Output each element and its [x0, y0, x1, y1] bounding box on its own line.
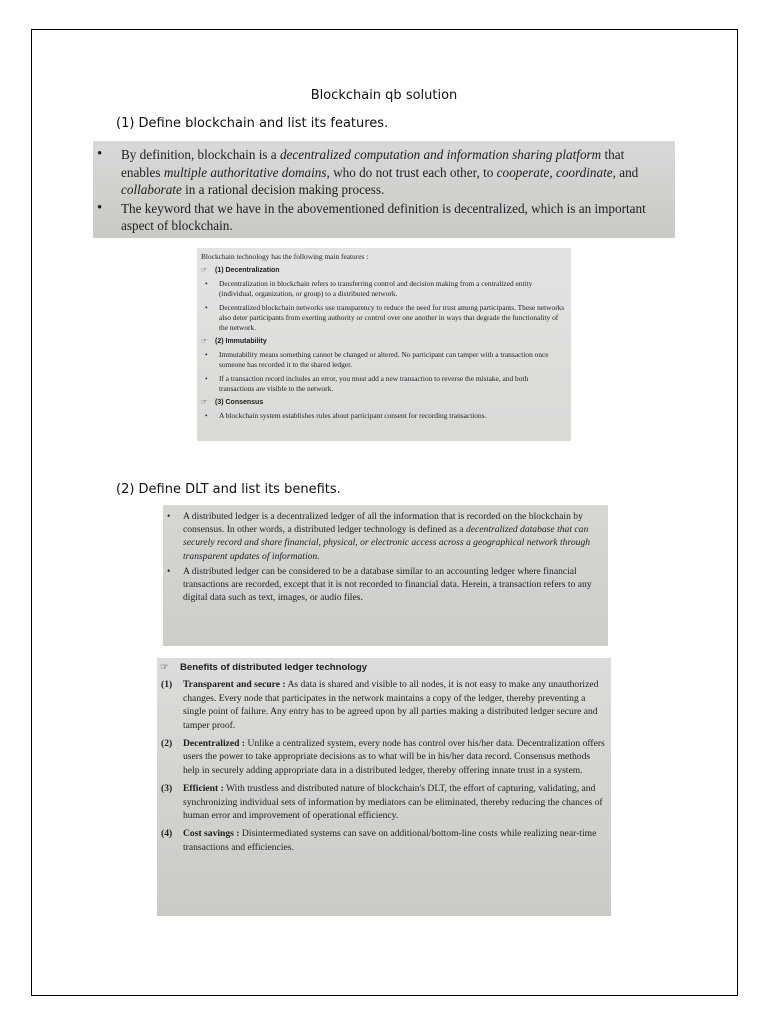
- hand-pointing-icon: ☞: [201, 338, 208, 345]
- hand-pointing-icon: ☞: [201, 399, 208, 406]
- benefit-item: (3) Efficient : With trustless and distributed nature of blockchain's DLT, the effort of capturing, validating, and synchronizing individual sets of information by mediators can be eliminated, thereby reducing the chances of human error and improvement of operational efficiency.: [161, 783, 603, 822]
- feature-heading-immutability: ☞ (2) Immutability: [201, 338, 267, 345]
- feature-heading-consensus: ☞ (3) Consensus: [201, 399, 264, 406]
- feature-heading-decentralization: ☞ (1) Decentralization: [201, 267, 280, 274]
- document-title: Blockchain qb solution: [310, 88, 458, 103]
- photo-dlt-benefits: [157, 658, 611, 916]
- list-item: • Immutability means something cannot be changed or altered. No participant can tamper with a transaction once someone has recorded it to the shared ledger.: [201, 350, 565, 370]
- photo-blockchain-features: [197, 248, 571, 441]
- benefit-item: (2) Decentralized : Unlike a centralized system, every node has control over his/her data. Decentralization offers users the power to take appropriate decisions as to what will be in his/her data record. Consensus methods help in securely adding appropriate data in a distributed ledger, thereby offering innate trust in a system.: [161, 738, 605, 776]
- features-lead: Blockchain technology has the following main features :: [201, 252, 369, 261]
- list-item: • A blockchain system establishes rules about participant consent for recording transactions.: [201, 411, 565, 421]
- question-2: (2) Define DLT and list its benefits.: [116, 482, 341, 497]
- hand-pointing-icon: ☞: [160, 662, 169, 673]
- list-item: • Decentralized blockchain networks use transparency to reduce the need for trust among participants. These networks also deter participants from exerting authority or control over one another in ways that degrade the functionality of the network.: [201, 303, 565, 333]
- list-item: • Decentralization in blockchain refers to transferring control and decision making from a centralized entity (individual, organization, or group) to a distributed network.: [201, 279, 565, 299]
- list-item: • If a transaction record includes an error, you must add a new transaction to reverse the mistake, and both transactions are visible to the network.: [201, 374, 565, 394]
- definition-bullet: • By definition, blockchain is a decentralized computation and information sharing platform that enables multiple authoritative domains, who do not trust each other, to cooperate, coordinate, and collaborate in a rational decision making process.: [121, 146, 667, 199]
- list-item: • A distributed ledger can be considered to be a database similar to an accounting ledger where financial transactions are recorded, except that it is not recorded to financial data. Herein, a transaction refers to any digital data such as text, images, or audio files.: [183, 565, 600, 605]
- question-1: (1) Define blockchain and list its features.: [116, 116, 389, 131]
- photo-dlt-definition: [163, 505, 608, 646]
- benefit-item: (1) Transparent and secure : As data is shared and visible to all nodes, it is not easy to make any unauthorized changes. Every node that participates in the network maintains a copy of the ledger, thereby preventing a single point of failure. Any entry has to be agreed upon by all parties making a distributed ledger secure and tamper proof.: [161, 679, 599, 731]
- benefit-item: (4) Cost savings : Disintermediated systems can save on additional/bottom-line costs while realizing near-time transactions and efficiencies.: [161, 828, 597, 853]
- keyword-bullet: • The keyword that we have in the abovementioned definition is decentralized, which is an important aspect of blockchain.: [121, 200, 667, 235]
- hand-pointing-icon: ☞: [201, 267, 208, 274]
- benefits-heading: ☞ Benefits of distributed ledger technology: [160, 662, 368, 673]
- photo-blockchain-definition: [93, 141, 675, 238]
- list-item: • A distributed ledger is a decentralized ledger of all the information that is recorded on the blockchain by consensus. In other words, a distributed ledger technology is defined as a decentralized database that can securely record and share financial, physical, or electronic access across a geographical network through transparent updates of information.: [183, 510, 600, 563]
